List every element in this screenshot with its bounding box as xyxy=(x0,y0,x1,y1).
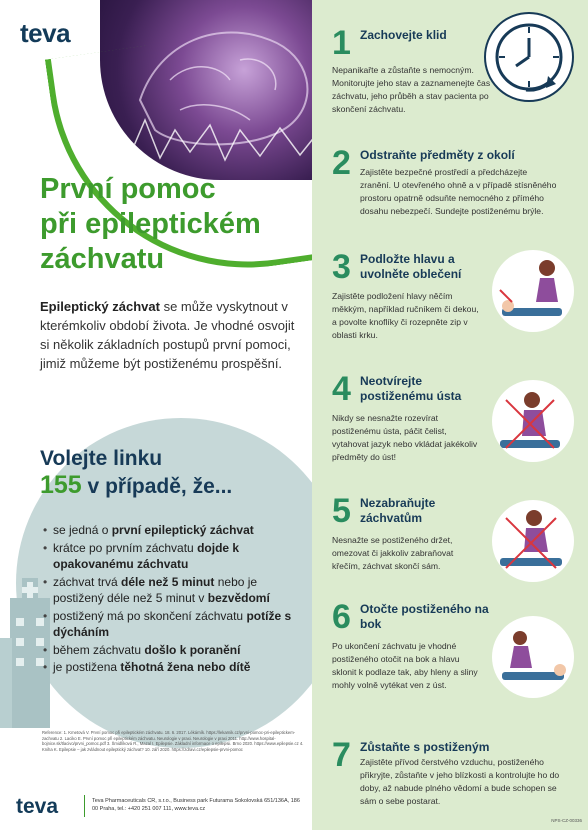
call-section xyxy=(40,446,310,500)
list-item: • je postižena těhotná žena nebo dítě xyxy=(43,659,311,676)
document-code: NPS-CZ-00336 xyxy=(551,818,582,823)
step-text: Zajistěte přívod čerstvého vzduchu, postiženého přikryjte, zůstaňte v jeho blízkosti a kontrolujte ho do doby, až nabude plného vědomí a bude schopen se sám o sebe postarat. xyxy=(360,757,560,806)
step-heading: Odstraňte předměty z okolí xyxy=(360,148,515,162)
step-heading: Zachovejte klid xyxy=(360,28,447,42)
title-line-2: při epileptickém xyxy=(40,208,261,240)
step-text: Nikdy se nesnažte rozevírat postiženému ústa, páčit čelist, vytahovat jazyk nebo vkládat jakékoliv předměty do úst! xyxy=(332,413,478,462)
call-conditions-list xyxy=(43,522,311,677)
footer-address: Teva Pharmaceuticals CR, s.r.o., Business park Futurama Sokolovská 651/136A, 186 00 Praha, tel.: +420 251 007 111, www.teva.cz xyxy=(92,798,300,812)
intro-paragraph xyxy=(40,297,302,373)
footer-divider xyxy=(84,795,85,817)
list-item: • během záchvatu došlo k poranění xyxy=(43,642,311,659)
mouth-illustration xyxy=(492,380,574,462)
title-line-3: záchvatu xyxy=(40,243,165,275)
call-heading-line-2: 155 v případě, že... xyxy=(40,471,233,499)
teva-logo: teva xyxy=(20,18,71,48)
page-title xyxy=(40,172,261,277)
references: Reference: 1. Kmetová V. První pomoc při epileptickém záchvatu. 18. 6. 2017. Lékárník. https://lekarnik.cz/prvni-pomoc-pri-epileptickem-zachvatu 2. Laciko E. První pomoc při epileptickém záchvatu. Neurologie v praxi. Neurologie v praxi 2011. http://www.hospital-bojnice.sk/tlacivo/prvni_pomoc.pdf 3. Šmidlíková R., Mazal I. Epilepsie. Základní informace o epilepsii. Brno 2020. https://www.epilepsie.cz 4. Kniha K. Epilepsie – jak zvládnout epileptický záchvat? 10. září 2020. https://zdravi.cz/epilepsie-prvni-pomoc xyxy=(42,730,304,752)
restraint-illustration xyxy=(492,500,574,582)
intro-bold: Epileptický záchvat xyxy=(40,299,160,314)
step-text: Nesnažte se postiženého držet, omezovat či jakkoliv zabraňovat křečím, záchvat skončí sám. xyxy=(332,535,454,571)
step-heading: Zůstaňte s postiženým xyxy=(360,740,490,754)
step-heading: Podložte hlavu a uvolněte oblečení xyxy=(360,252,462,281)
list-item: • záchvat trvá déle než 5 minut nebo je postižený déle než 5 minut v bezvědomí xyxy=(43,574,311,607)
recovery-position-illustration xyxy=(492,616,574,698)
step-number: 4 xyxy=(332,370,351,408)
title-line-1: První pomoc xyxy=(40,173,216,205)
step-7 xyxy=(332,738,582,828)
step-number: 3 xyxy=(332,248,351,286)
step-number: 2 xyxy=(332,144,351,182)
footer xyxy=(16,793,306,819)
call-heading-line-1: Volejte linku xyxy=(40,447,163,470)
emergency-number: 155 xyxy=(40,471,82,499)
step-2 xyxy=(332,146,582,236)
step-text: Zajistěte podložení hlavy něčím měkkým, například ručníkem či dekou, a povolte knoflíky či rozepněte zip v oblasti krku. xyxy=(332,291,479,340)
list-item: • postižený má po skončení záchvatu potíže s dýcháním xyxy=(43,608,311,641)
step-number: 1 xyxy=(332,24,351,62)
step-text: Po ukončení záchvatu je vhodné postiženého otočit na bok a hlavu sklonit k podlaze tak, aby hleny a sliny mohly volně vytékat ven z úst. xyxy=(332,641,478,690)
intro-rest: se může vyskytnout v kterémkoliv období života. Je vhodné osvojit si několik základních postupů první pomoci, jimiž můžeme být postiženému prospěšní. xyxy=(40,299,295,371)
step-number: 7 xyxy=(332,736,351,774)
step-heading: Neotvírejte postiženému ústa xyxy=(360,374,462,403)
head-support-illustration xyxy=(492,250,574,332)
steps-panel xyxy=(312,0,588,830)
step-number: 6 xyxy=(332,598,351,636)
footer-teva-logo: teva xyxy=(16,795,59,818)
step-heading: Otočte postiženého na bok xyxy=(360,602,489,631)
clock-icon xyxy=(484,12,574,102)
list-item: • krátce po prvním záchvatu dojde k opakovanému záchvatu xyxy=(43,540,311,573)
list-item: • se jedná o první epileptický záchvat xyxy=(43,522,311,539)
step-text: Zajistěte bezpečné prostředí a předcházejte zranění. U otevřeného ohně a v případě stísněného prostoru opatrně odsuňte nemocného z přímého dosahu nebezpečí. Sundejte postiženému brýle. xyxy=(360,167,557,216)
step-text: Nepanikařte a zůstaňte s nemocným. Monitorujte jeho stav a zaznamenejte čas záchvatu, jeho průběh a stav pacienta po skončení záchvatu. xyxy=(332,65,491,114)
step-heading: Nezabraňujte záchvatům xyxy=(360,496,436,525)
step-number: 5 xyxy=(332,492,351,530)
